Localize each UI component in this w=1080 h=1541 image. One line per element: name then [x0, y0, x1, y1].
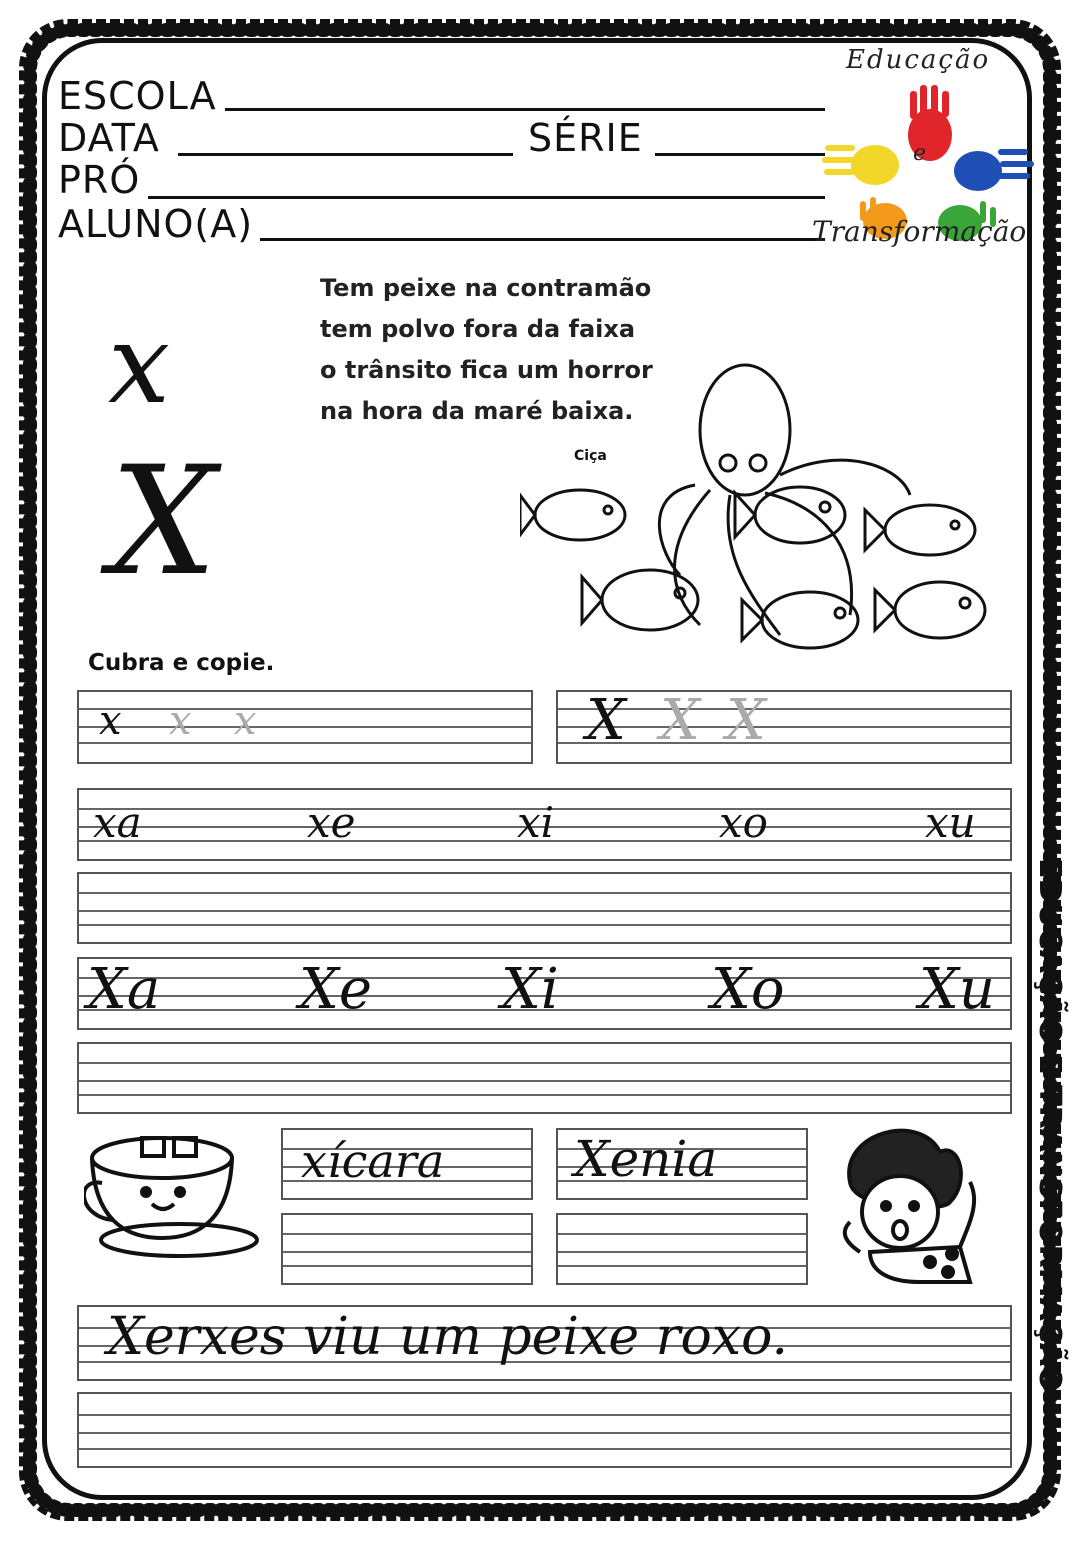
word-box-xenia[interactable] [556, 1128, 808, 1200]
instruction-text: Cubra e copie. [88, 650, 275, 676]
fish-icon [875, 582, 985, 638]
trace-upper-dotted: X [660, 688, 700, 753]
data-line[interactable] [178, 153, 513, 156]
trace-box-lower[interactable] [77, 690, 533, 764]
logo-text-mid: e [913, 141, 927, 166]
word-xenia: Xenia [574, 1130, 718, 1188]
aluno-label: ALUNO(A) [58, 202, 254, 246]
letter-upper-x: X [110, 435, 217, 609]
syllables-upper-box[interactable] [77, 957, 1012, 1030]
syllable: Xi [501, 957, 559, 1022]
aluno-line[interactable] [260, 238, 825, 241]
fish-icon [865, 505, 975, 555]
escola-label: ESCOLA [58, 74, 217, 118]
octopus-fish-illustration [520, 355, 1000, 660]
trace-box-upper[interactable] [556, 690, 1012, 764]
pro-line[interactable] [148, 196, 825, 199]
side-watermark [1028, 858, 1078, 1398]
syllable: Xo [711, 957, 785, 1022]
poem-line: tem polvo fora da faixa [320, 315, 636, 343]
syllable: xi [517, 798, 555, 847]
letter-lower-x: x [108, 300, 171, 428]
serie-line[interactable] [655, 153, 825, 156]
cup-icon [84, 1128, 264, 1258]
sentence-box[interactable] [77, 1305, 1012, 1381]
copy-box-upper[interactable] [77, 1042, 1012, 1114]
copy-box-xicara[interactable] [281, 1213, 533, 1285]
sentence-model: Xerxes viu um peixe roxo. [107, 1307, 789, 1367]
syllable: xu [925, 798, 976, 847]
logo-text-top: Educação [846, 45, 991, 75]
syllables-lower-box[interactable] [77, 788, 1012, 861]
copy-box-xenia[interactable] [556, 1213, 808, 1285]
syllable: Xe [299, 957, 373, 1022]
syllable: Xa [87, 957, 161, 1022]
trace-upper-model: X [586, 688, 626, 753]
data-label: DATA [58, 116, 160, 160]
logo-text-bottom: Transformação [812, 215, 1027, 248]
trace-lower-model: x [99, 698, 122, 744]
escola-line[interactable] [225, 108, 825, 111]
syllable: Xu [919, 957, 995, 1022]
trace-lower-dotted: x [234, 698, 257, 744]
poem-line: Tem peixe na contramão [320, 274, 652, 302]
copy-box-sentence[interactable] [77, 1392, 1012, 1468]
serie-label: SÉRIE [528, 116, 643, 160]
word-xicara: xícara [301, 1134, 445, 1188]
girl-icon [830, 1122, 990, 1287]
fish-icon [742, 592, 858, 648]
trace-lower-dotted: x [169, 698, 192, 744]
illustration-credit: Ciça [574, 448, 607, 464]
poem-line: na hora da maré baixa. [320, 397, 634, 425]
syllable: xe [307, 798, 356, 847]
word-box-xicara[interactable] [281, 1128, 533, 1200]
syllable: xa [93, 798, 142, 847]
trace-upper-dotted: X [726, 688, 766, 753]
logo [810, 45, 1040, 250]
syllable: xo [719, 798, 768, 847]
pro-label: PRÓ [58, 158, 141, 202]
poem-line: o trânsito fica um horror [320, 356, 653, 384]
copy-box-lower[interactable] [77, 872, 1012, 944]
fish-icon [520, 490, 625, 540]
side-text: EDUCAÇÃO E TRANSFORMAÇÃO [1032, 858, 1067, 1392]
